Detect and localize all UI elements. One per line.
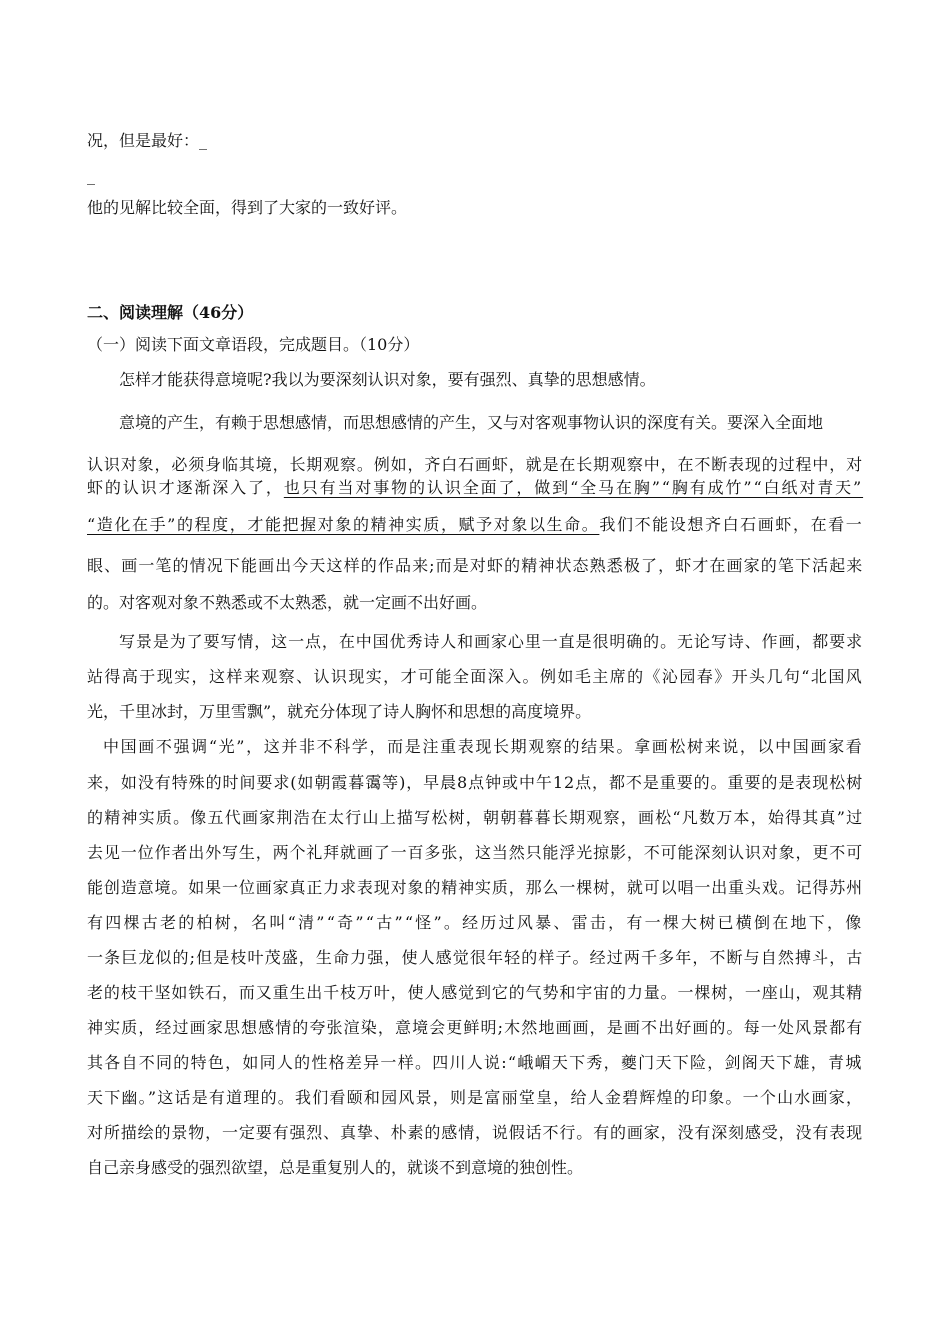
paragraph-line: 眼、画一笔的情况下能画出今天这样的作品来;而是对虾的精神状态熟悉极了，虾才在画家的笔下活起来	[87, 556, 864, 575]
paragraph-line: 能创造意境。如果一位画家真正力求表现对象的精神实质，那么一棵树，就可以唱一出重头戏。记得苏州	[87, 878, 864, 897]
text-line: 他的见解比较全面，得到了大家的一致好评。	[87, 198, 408, 217]
paragraph-line: 站得高于现实，这样来观察、认识现实，才可能全面深入。例如毛主席的《沁园春》开头几句“北国风	[87, 667, 864, 686]
paragraph-line	[87, 478, 863, 498]
plain-text: 我们不能设想齐白石画虾，在看一	[599, 515, 864, 534]
paragraph-line	[87, 515, 863, 535]
paragraph-line: 天下幽。”这话是有道理的。我们看颐和园风景，则是富丽堂皇，给人金碧辉煌的印象。一个山水画家，	[87, 1088, 864, 1107]
paragraph-line: 的精神实质。像五代画家荆浩在太行山上描写松树，朝朝暮暮长期观察，画松“凡数万本，始得其真”过	[87, 808, 864, 827]
paragraph-line: 神实质，经过画家思想感情的夸张渲染，意境会更鲜明;木然地画画，是画不出好画的。每一处风景都有	[87, 1018, 864, 1037]
plain-text: 虾的认识才逐渐深入了，	[87, 478, 284, 497]
blank-underscore: _	[87, 166, 95, 185]
paragraph-line: 来，如没有特殊的时间要求(如朝霞暮霭等)，早晨8点钟或中午12点，都不是重要的。重要的是表现松树	[87, 773, 864, 792]
paragraph-line: 去见一位作者出外写生，两个礼拜就画了一百多张，这当然只能浮光掠影，不可能深刻认识对象，更不可	[87, 843, 864, 862]
part-instruction: （一）阅读下面文章语段，完成题目。（10分）	[87, 335, 420, 354]
justified-text: 意境的产生，有赖于思想感情，而思想感情的产生，又与对客观事物认识的深度有关。要深入全面地	[119, 413, 824, 432]
paragraph-line: 怎样才能获得意境呢?我以为要深刻认识对象，要有强烈、真挚的思想感情。	[119, 370, 656, 389]
paragraph-line: 光，千里冰封，万里雪飘”，就充分体现了诗人胸怀和思想的高度境界。	[87, 702, 592, 721]
paragraph-line: 有四棵古老的柏树，名叫“清”“奇”“古”“怪”。经历过风暴、雷击，有一棵大树已横倒在地下，像	[87, 913, 864, 932]
underlined-text: 也只有当对事物的认识全面了，做到“全马在胸”“胸有成竹”“白纸对青天”	[283, 478, 864, 497]
paragraph-line: 的。对客观对象不熟悉或不太熟悉，就一定画不出好画。	[87, 593, 488, 612]
paragraph-line: 对所描绘的景物，一定要有强烈、真挚、朴素的感情，说假话不行。有的画家，没有深刻感受，没有表现	[87, 1123, 864, 1142]
paragraph-line: 一条巨龙似的;但是枝叶茂盛，生命力强，使人感觉很年轻的样子。经过两千多年，不断与自然搏斗，古	[87, 948, 864, 967]
paragraph-line: 其各自不同的特色，如同人的性格差异一样。四川人说:“峨嵋天下秀，夔门天下险，剑阁天下雄，青城	[87, 1053, 863, 1072]
paragraph-line: 写景是为了要写情，这一点，在中国优秀诗人和画家心里一直是很明确的。无论写诗、作画，都要求	[119, 632, 863, 651]
paragraph-line: 自己亲身感受的强烈欲望，总是重复别人的，就谈不到意境的独创性。	[87, 1158, 584, 1177]
paragraph-line	[119, 413, 863, 433]
paragraph-line: 中国画不强调“光”，这并非不科学，而是注重表现长期观察的结果。拿画松树来说，以中国画家看	[103, 737, 864, 756]
paragraph-line: 认识对象，必须身临其境，长期观察。例如，齐白石画虾，就是在长期观察中，在不断表现的过程中，对	[87, 455, 864, 474]
underlined-text: “造化在手”的程度，才能把握对象的精神实质，赋予对象以生命。	[87, 515, 600, 534]
section-heading: 二、阅读理解（46分）	[87, 303, 254, 322]
paragraph-line: 老的枝干坚如铁石，而又重生出千枝万叶，使人感觉到它的气势和宇宙的力量。一棵树，一座山，观其精	[87, 983, 864, 1002]
text-line: 况，但是最好：_	[87, 131, 208, 150]
